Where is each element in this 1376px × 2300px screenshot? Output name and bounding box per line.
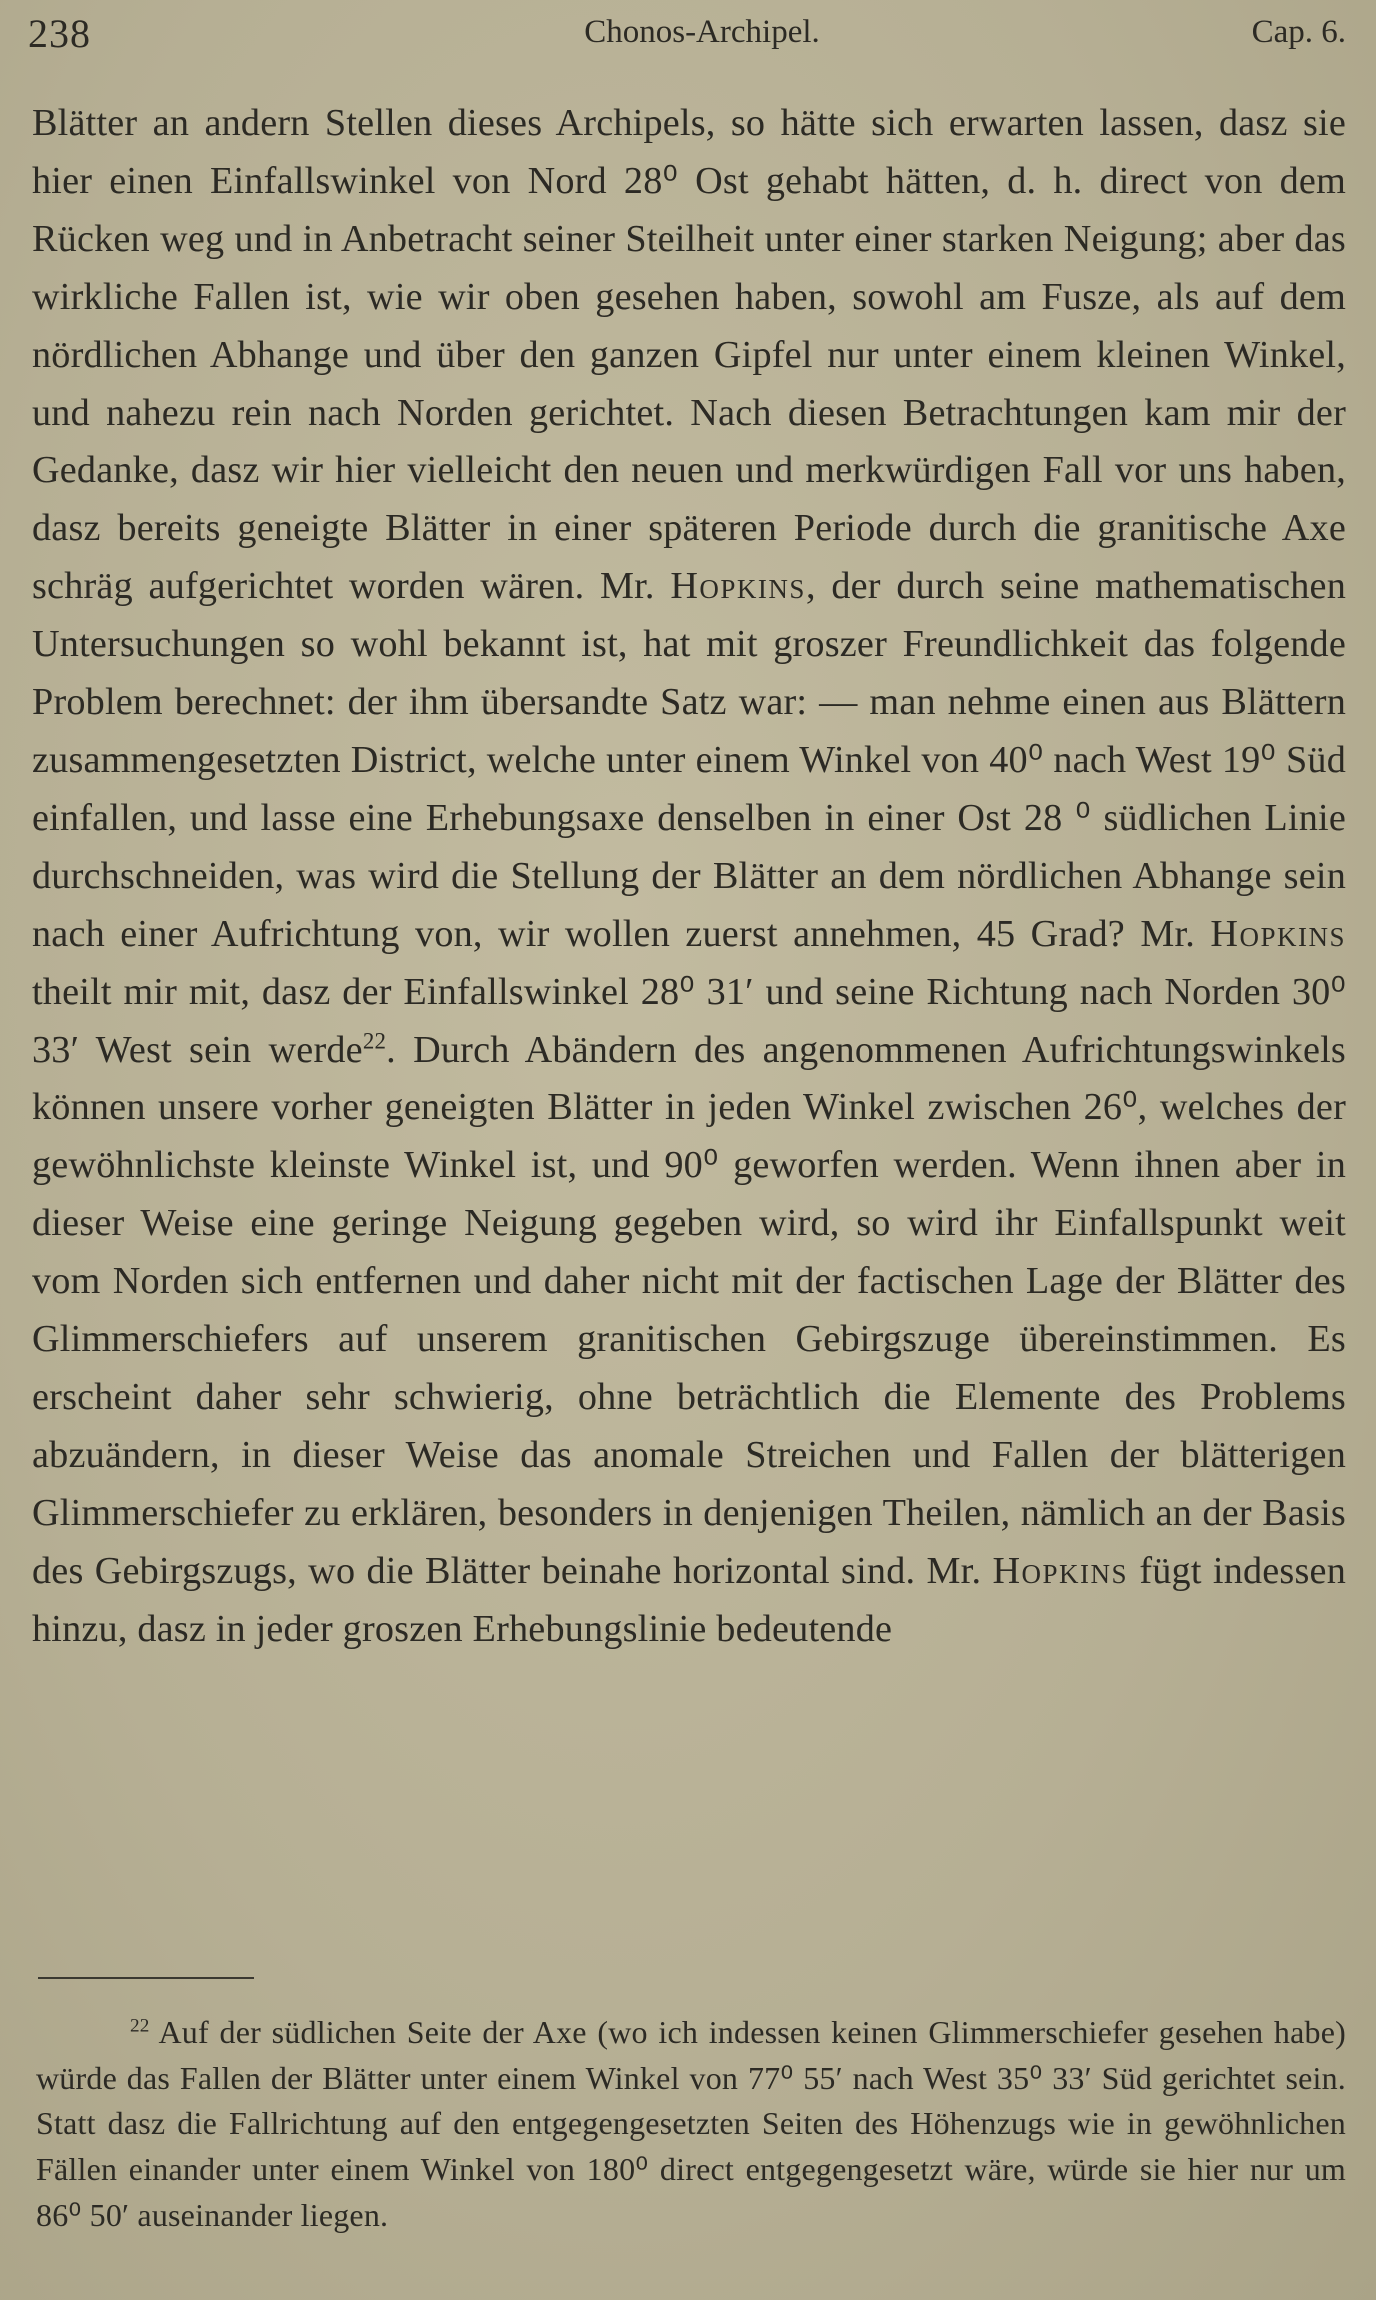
chapter-label: Cap. 6. xyxy=(1251,14,1346,50)
text-run: fügt indessen hinzu, dasz in jeder groszen Erhebungslinie bedeutende xyxy=(32,1549,1346,1650)
text-run: theilt mir mit, dasz der Einfallswinkel 28⁰ 31′ und seine Richtung nach Norden 30⁰ 33′ West sein werde xyxy=(32,970,1346,1071)
footnote-reference: 22 xyxy=(362,1027,387,1053)
author-name: Hopkins xyxy=(670,565,806,608)
footnote-text: Auf der südlichen Seite der Axe (wo ich indessen keinen Glimmerschiefer gesehen habe) würde das Fallen der Blätter unter einem Winkel von 77⁰ 55′ nach West 35⁰ 33′ Süd gerichtet sein. Statt dasz die Fallrichtung auf den entgegengesetzten Seiten des Höhenzugs wie in gewöhnlichen Fällen einander unter einem Winkel von 180⁰ direct entgegengesetzt wäre, würde sie hier nur um 86⁰ 50′ auseinander liegen. xyxy=(36,2014,1346,2233)
running-title: Chonos-Archipel. xyxy=(584,14,820,50)
text-run: . Durch Abändern des angenommenen Aufrichtungswinkels können unsere vorher geneigten Blätter in jeden Winkel zwischen 26⁰, welches der gewöhnlichste kleinste Winkel ist, und 90⁰ geworfen werden. Wenn ihnen aber in dieser Weise eine geringe Neigung gegeben wird, so wird ihr Einfallspunkt weit vom Norden sich entfernen und daher nicht mit der factischen Lage der Blätter des Glimmerschiefers auf unserem granitischen Gebirgszuge übereinstimmen. Es erscheint daher sehr schwierig, ohne beträchtlich die Elemente des Problems abzuändern, in dieser Weise das anomale Streichen und Fallen der blätterigen Glimmerschiefer zu erklären, besonders in denjenigen Theilen, nämlich an der Basis des Gebirgszugs, wo die Blätter beinahe horizontal sind. Mr. xyxy=(32,1028,1346,1592)
footnote-divider xyxy=(38,1977,254,1979)
text-run: , der durch seine mathematischen Untersuchungen so wohl bekannt ist, hat mit groszer Freundlichkeit das folgende Problem berechnet: der ihm übersandte Satz war: — man nehme einen aus Blättern zusammengesetzten District, welche unter einem Winkel von 40⁰ nach West 19⁰ Süd einfallen, und lasse eine Erhebungsaxe denselben in einer Ost 28 ⁰ südlichen Linie durchschneiden, was wird die Stellung der Blätter an dem nördlichen Abhange sein nach einer Aufrichtung von, wir wollen zuerst annehmen, 45 Grad? Mr. xyxy=(32,565,1347,955)
text-run: Blätter an andern Stellen dieses Archipels, so hätte sich erwarten lassen, dasz sie hier einen Einfallswinkel von Nord 28⁰ Ost gehabt hätten, d. h. direct von dem Rücken weg und in Anbetracht seiner Steilheit unter einer starken Neigung; aber das wirkliche Fallen ist, wie wir oben gesehen haben, sowohl am Fusze, als auf dem nördlichen Abhange und über den ganzen Gipfel nur unter einem kleinen Winkel, und nahezu rein nach Norden gerichtet. Nach diesen Betrachtungen kam mir der Gedanke, dasz wir hier vielleicht den neuen und merkwürdigen Fall vor uns haben, dasz bereits geneigte Blätter in einer späteren Periode durch die granitische Axe schräg aufgerichtet worden wären. Mr. xyxy=(32,102,1346,608)
page-header xyxy=(28,10,1346,66)
author-name: Hopkins xyxy=(1210,912,1346,955)
paragraph xyxy=(32,95,1346,1658)
footnote xyxy=(36,2010,1346,2239)
author-name: Hopkins xyxy=(992,1549,1129,1592)
footnote-paragraph xyxy=(36,2010,1346,2239)
footnote-number: 22 xyxy=(130,2015,150,2037)
page-number: 238 xyxy=(28,11,91,56)
body-text xyxy=(32,95,1346,1658)
